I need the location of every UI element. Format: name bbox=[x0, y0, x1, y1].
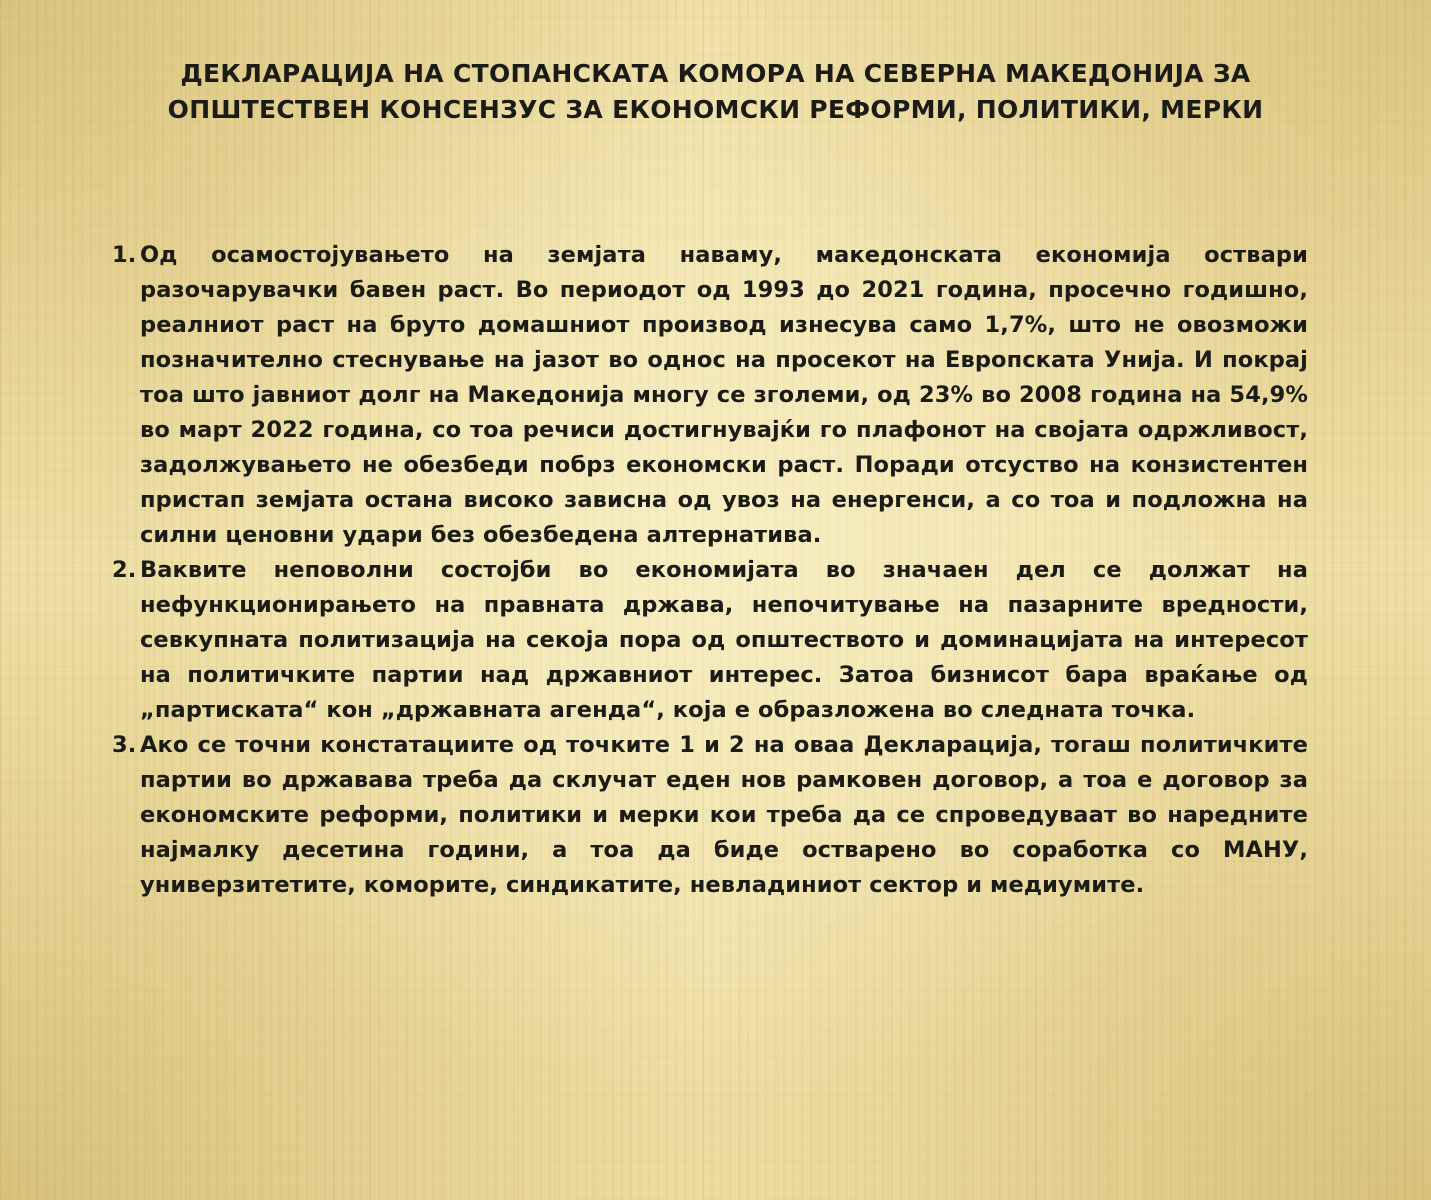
title-line-2: ОПШТЕСТВЕН КОНСЕНЗУС ЗА ЕКОНОМСКИ РЕФОРМИ, ПОЛИТИКИ, МЕРКИ bbox=[167, 95, 1264, 124]
page-title bbox=[60, 56, 1371, 128]
declaration-point-1 bbox=[112, 238, 1308, 553]
point-text: Ваквите неповолни состојби во економијата во значаен дел се должат на нефункционирањето на правната држава, непочитување на пазарните вредности, севкупната политизација на секоја пора од општеството и доминацијата на интересот на политичките партии над државниот интерес. Затоа бизнисот бара враќање од „партиската“ кон „државната агенда“, која е образложена во следната точка. bbox=[140, 557, 1308, 723]
point-text: Од осамостојувањето на земјата наваму, македонската економија оствари разочарувачки бавен раст. Во периодот од 1993 до 2021 година, просечно годишно, реалниот раст на бруто домашниот производ изнесува само 1,7%, што не овозможи позначително стеснување на јазот во однос на просекот на Европската Унија. И покрај тоа што јавниот долг на Македонија многу се зголеми, од 23% во 2008 година на 54,9% во март 2022 година, со тоа речиси достигнувајќи го плафонот на својата одржливост, задолжувањето не обезбеди побрз економски раст. Поради отсуство на конзистентен пристап земјата остана високо зависна од увоз на енергенси, а со тоа и подложна на силни ценовни удари без обезбедена алтернатива. bbox=[140, 242, 1308, 548]
point-number: 1. bbox=[112, 242, 137, 268]
declaration-point-2 bbox=[112, 553, 1308, 728]
declaration-points-list bbox=[112, 238, 1308, 903]
declaration-point-3 bbox=[112, 728, 1308, 903]
point-text: Ако се точни констатациите од точките 1 и 2 на оваа Декларација, тогаш политичките партии во државава треба да склучат еден нов рамковен договор, а тоа е договор за економските реформи, политики и мерки кои треба да се спроведуваат во наредните најмалку десетина години, а тоа да биде остварено во соработка со МАНУ, универзитетите, коморите, синдикатите, невладиниот сектор и медиумите. bbox=[140, 732, 1308, 898]
point-number: 3. bbox=[112, 732, 137, 758]
title-line-1: ДЕКЛАРАЦИЈА НА СТОПАНСКАТА КОМОРА НА СЕВЕРНА МАКЕДОНИЈА ЗА bbox=[180, 59, 1251, 88]
point-number: 2. bbox=[112, 557, 137, 583]
